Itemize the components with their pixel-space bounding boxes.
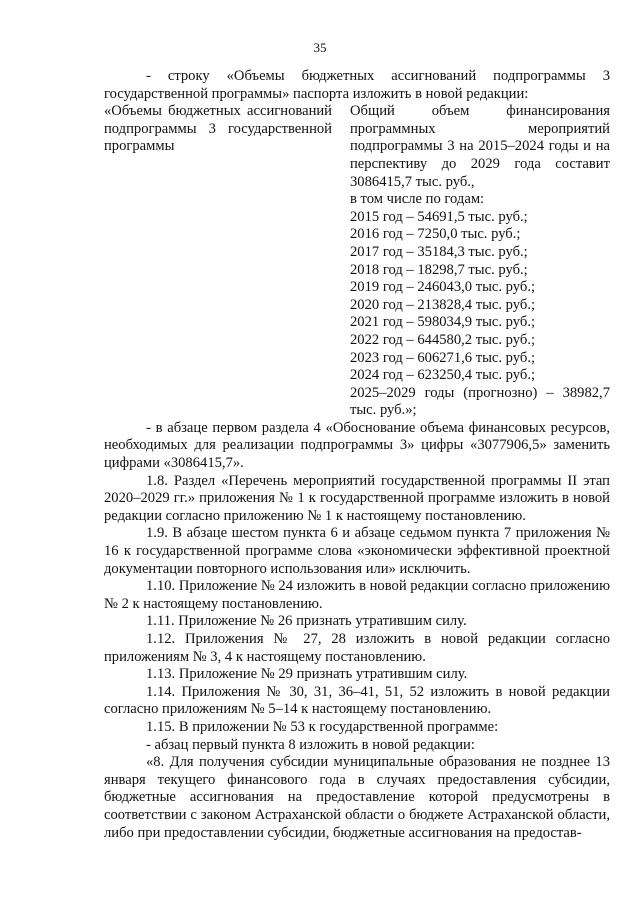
paragraph-item8-text: «8. Для получения субсидии муниципальные образования не позднее 13 января текущего финансового года в случаях предоставления субсидии, бюджетные ассигнования на предоставление которой предусмотрены в соответствии с законом Астраханской области о бюджете Астраханской области, либо при предоставлении субсидии, бюджетные ассигнования на предостав- bbox=[104, 754, 610, 841]
passport-table bbox=[104, 103, 610, 420]
financing-year-item: 2020 год – 213828,4 тыс. руб.; bbox=[350, 296, 536, 313]
financing-year-item: 2016 год – 7250,0 тыс. руб.; bbox=[350, 226, 521, 243]
financing-total: Общий объем финансирования программных мероприятий подпрограммы 3 на 2015–2024 годы и на перспективу до 2029 года составит 3086415,7 тыс. руб., bbox=[350, 103, 610, 190]
paragraph-1-9: 1.9. В абзаце шестом пункта 6 и абзаце седьмом пункта 7 приложения № 16 к государственной программе слова «экономически эффективной проектной документации повторного использования или» исключить. bbox=[104, 525, 610, 577]
financing-year-item: 2022 год – 644580,2 тыс. руб.; bbox=[350, 331, 536, 348]
financing-year-item: 2015 год – 54691,5 тыс. руб.; bbox=[350, 208, 528, 225]
passport-right-cell bbox=[350, 103, 610, 420]
financing-year-item: 2025–2029 годы (прогнозно) – 38982,7 тыс. руб.»; bbox=[350, 384, 610, 419]
paragraph-1-11: 1.11. Приложение № 26 признать утратившим силу. bbox=[146, 613, 467, 630]
paragraph-1-10: 1.10. Приложение № 24 изложить в новой редакции согласно приложению № 2 к настоящему постановлению. bbox=[104, 578, 610, 612]
paragraph-1-14: 1.14. Приложения № 30, 31, 36–41, 51, 52 изложить в новой редакции согласно приложениям № 5–14 к настоящему постановлению. bbox=[104, 683, 610, 718]
paragraph-passport-intro: - строку «Объемы бюджетных ассигнований подпрограммы 3 государственной программы» паспорта изложить в новой редакции: bbox=[104, 68, 610, 102]
paragraph-1-8: 1.8. Раздел «Перечень мероприятий государственной программы II этап 2020–2029 гг.» приложения № 1 к государственной программе изложить в новой редакции согласно приложению № 1 к настоящему постановлению. bbox=[104, 472, 610, 524]
document-body bbox=[104, 68, 610, 842]
passport-left-cell: «Объемы бюджетных ассигнований подпрограммы 3 государственной программы bbox=[104, 103, 332, 155]
financing-year-item: 2024 год – 623250,4 тыс. руб.; bbox=[350, 367, 536, 384]
financing-year-item: 2023 год – 606271,6 тыс. руб.; bbox=[350, 349, 536, 366]
financing-year-item: 2018 год – 18298,7 тыс. руб.; bbox=[350, 261, 528, 278]
page-number: 35 bbox=[313, 40, 327, 55]
financing-year-list bbox=[350, 209, 610, 420]
paragraph-item8-intro: - абзац первый пункта 8 изложить в новой редакции: bbox=[146, 736, 475, 753]
financing-by-years-label: в том числе по годам: bbox=[350, 191, 485, 208]
financing-year-item: 2017 год – 35184,3 тыс. руб.; bbox=[350, 243, 528, 260]
financing-year-item: 2021 год – 598034,9 тыс. руб.; bbox=[350, 314, 536, 331]
paragraph-1-15: 1.15. В приложении № 53 к государственной программе: bbox=[146, 718, 499, 735]
paragraph-1-12: 1.12. Приложения № 27, 28 изложить в новой редакции согласно приложениям № 3, 4 к настоящему постановлению. bbox=[104, 631, 610, 665]
paragraph-section4-amendment: - в абзаце первом раздела 4 «Обоснование объема финансовых ресурсов, необходимых для реализации подпрограммы 3» цифры «3077906,5» заменить цифрами «3086415,7». bbox=[104, 419, 610, 472]
paragraph-1-13: 1.13. Приложение № 29 признать утратившим силу. bbox=[146, 666, 468, 683]
financing-year-item: 2019 год – 246043,0 тыс. руб.; bbox=[350, 279, 536, 296]
